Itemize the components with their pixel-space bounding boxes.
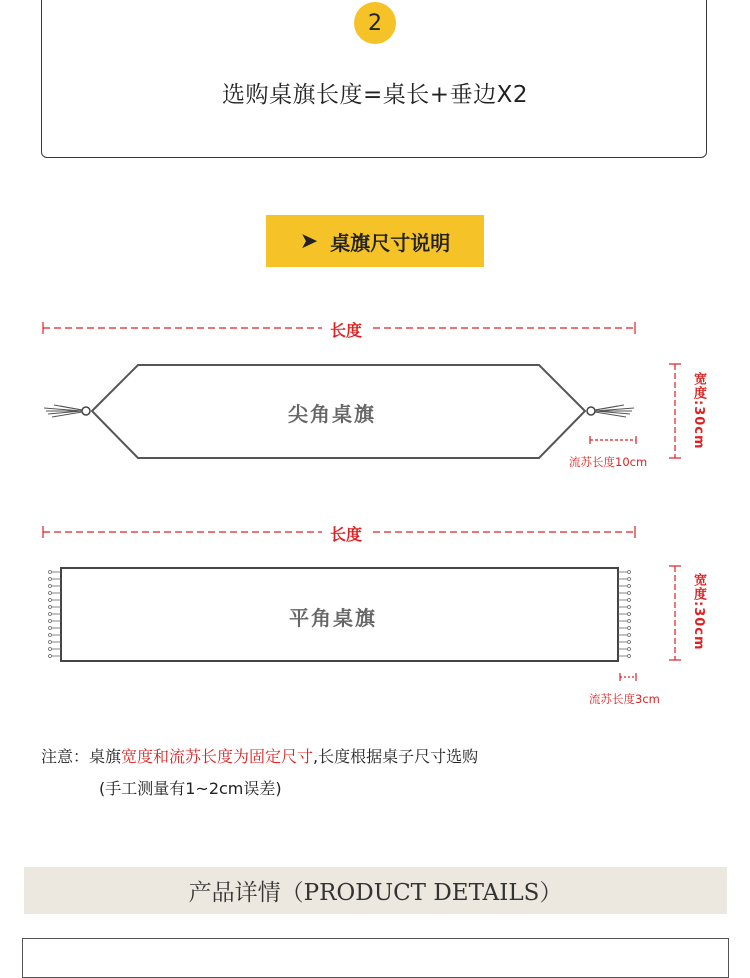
flat-length-label: 长度 [322, 522, 370, 545]
note-highlight: 宽度和流苏长度为固定尺寸 [121, 747, 314, 766]
note-prefix: 注意： [41, 747, 90, 766]
pointed-flag-name: 尖角桌旗 [288, 402, 376, 426]
step-number-badge: 2 [354, 2, 396, 44]
note-part1: 桌旗 [89, 747, 122, 766]
product-details-header [24, 867, 727, 914]
pointed-tassel-label: 流苏长度10cm [569, 455, 648, 469]
pointed-width-label: 宽度:30cm [691, 372, 706, 450]
banner-title: 桌旗尺寸说明 [330, 230, 451, 255]
flat-width-label: 宽度:30cm [691, 573, 706, 651]
note-subtext: (手工测量有1~2cm误差) [99, 779, 282, 798]
length-formula: 选购桌旗长度=桌长+垂边X2 [222, 82, 528, 108]
arrow-icon: ➤ [299, 228, 319, 254]
pointed-length-label: 长度 [322, 318, 370, 341]
product-details-title: 产品详情（PRODUCT DETAILS） [188, 880, 563, 906]
note-text [41, 744, 478, 767]
note-part2: ,长度根据桌子尺寸选购 [313, 747, 479, 766]
flat-flag-name: 平角桌旗 [289, 606, 377, 630]
flat-tassel-label: 流苏长度3cm [589, 692, 660, 706]
details-box [22, 938, 729, 978]
